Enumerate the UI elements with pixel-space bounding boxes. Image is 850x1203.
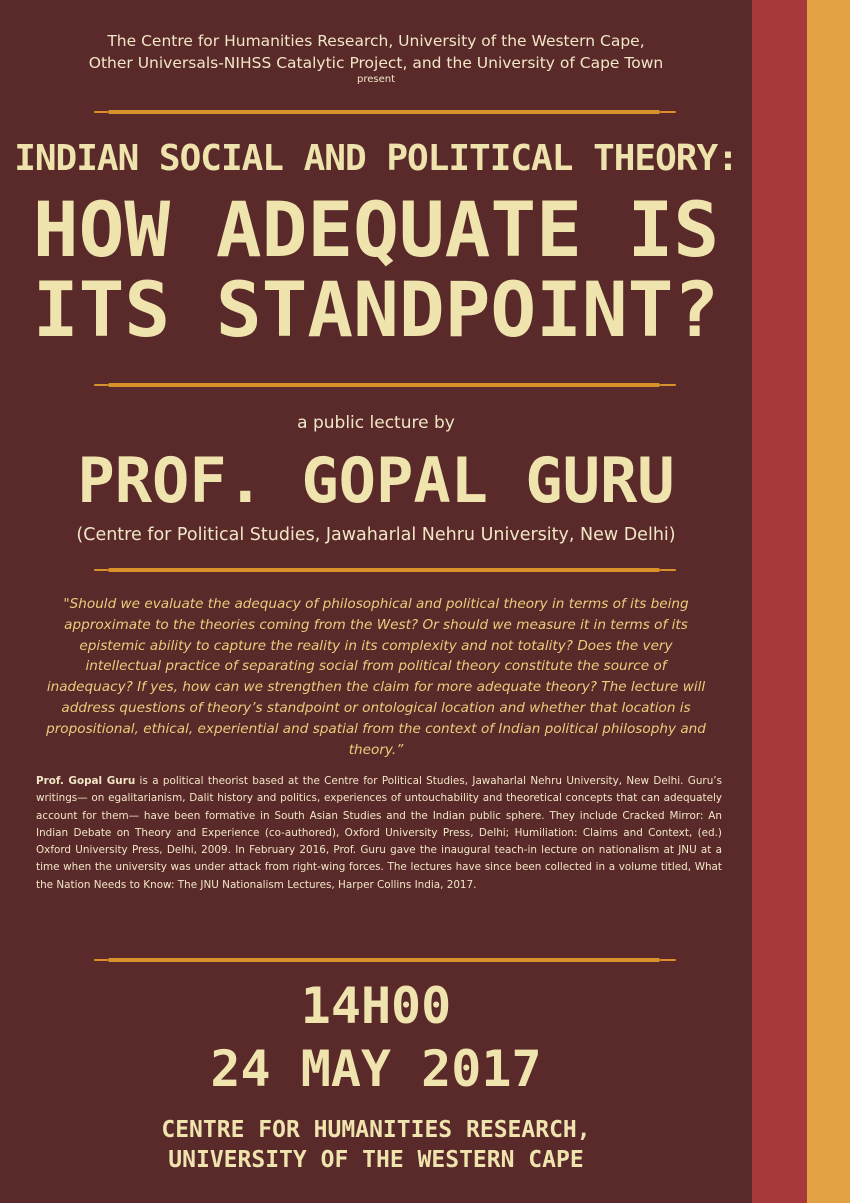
present-label: present [356, 74, 395, 85]
lecture-abstract-quote: "Should we evaluate the adequacy of philosophical and political theory in terms of its being approximate to the theories coming from the West? Or should we measure it in terms of its epistemic ability to capture the reality in its complexity and not totality? Does the very intellectual practice of separating social from political theory constitute the source of inadequacy? If yes, how can we strengthen the claim for more adequate theory? The lecture will address questions of theory’s standpoint or ontological location and whether that location is propositional, ethical, experiential and spatial from the context of Indian political philosophy and theory.” [46, 596, 706, 758]
event-venue [10, 1115, 742, 1175]
venue-line-1: CENTRE FOR HUMANITIES RESEARCH, [161, 1117, 591, 1143]
speaker-bio [36, 773, 722, 894]
divider-rule-1 [108, 110, 660, 114]
divider-rule-2 [108, 383, 660, 387]
title-line-2: HOW ADEQUATE IS [32, 185, 720, 274]
orange-side-stripe [807, 0, 850, 1203]
presenters-line-2: Other Universals-NIHSS Catalytic Project, and the University of Cape Town [88, 54, 664, 72]
bio-text: is a political theorist based at the Centre for Political Studies, Jawaharlal Nehru University, New Delhi. Guru’s writings— on egalitarianism, Dalit history and politics, experiences of untouchability and theoretical concepts that can adequately account for them— have been formative in South Asian Studies and the Indian public sphere. They include Cracked Mirror: An Indian Debate on Theory and Experience (co-authored), Oxford University Press, Delhi; Humiliation: Claims and Context, (ed.) Oxford University Press, Delhi, 2009. In February 2016, Prof. Guru gave the inaugural teach-in lecture on nationalism at JNU at a time when the university was under attack from right-wing forces. The lectures have since been collected in a volume titled, What the Nation Needs to Know: The JNU Nationalism Lectures, Harper Collins India, 2017. [36, 775, 722, 891]
speaker-affiliation: (Centre for Political Studies, Jawaharlal Nehru University, New Delhi) [76, 525, 676, 545]
title-line-1: INDIAN SOCIAL AND POLITICAL THEORY: [14, 138, 738, 179]
title-heading [10, 185, 742, 354]
divider-rule-4 [108, 958, 660, 962]
title-line-3: ITS STANDPOINT? [32, 265, 720, 354]
event-date: 24 MAY 2017 [210, 1040, 542, 1098]
speaker-name: PROF. GOPAL GURU [77, 444, 675, 517]
event-time: 14H00 [300, 977, 452, 1035]
bio-speaker-name: Prof. Gopal Guru [36, 775, 136, 787]
presenters-line-1: The Centre for Humanities Research, University of the Western Cape, [107, 32, 645, 50]
divider-rule-3 [108, 568, 660, 572]
presenters-block [20, 30, 732, 86]
red-side-stripe [752, 0, 807, 1203]
venue-line-2: UNIVERSITY OF THE WESTERN CAPE [168, 1147, 584, 1173]
lecture-intro: a public lecture by [297, 413, 455, 433]
